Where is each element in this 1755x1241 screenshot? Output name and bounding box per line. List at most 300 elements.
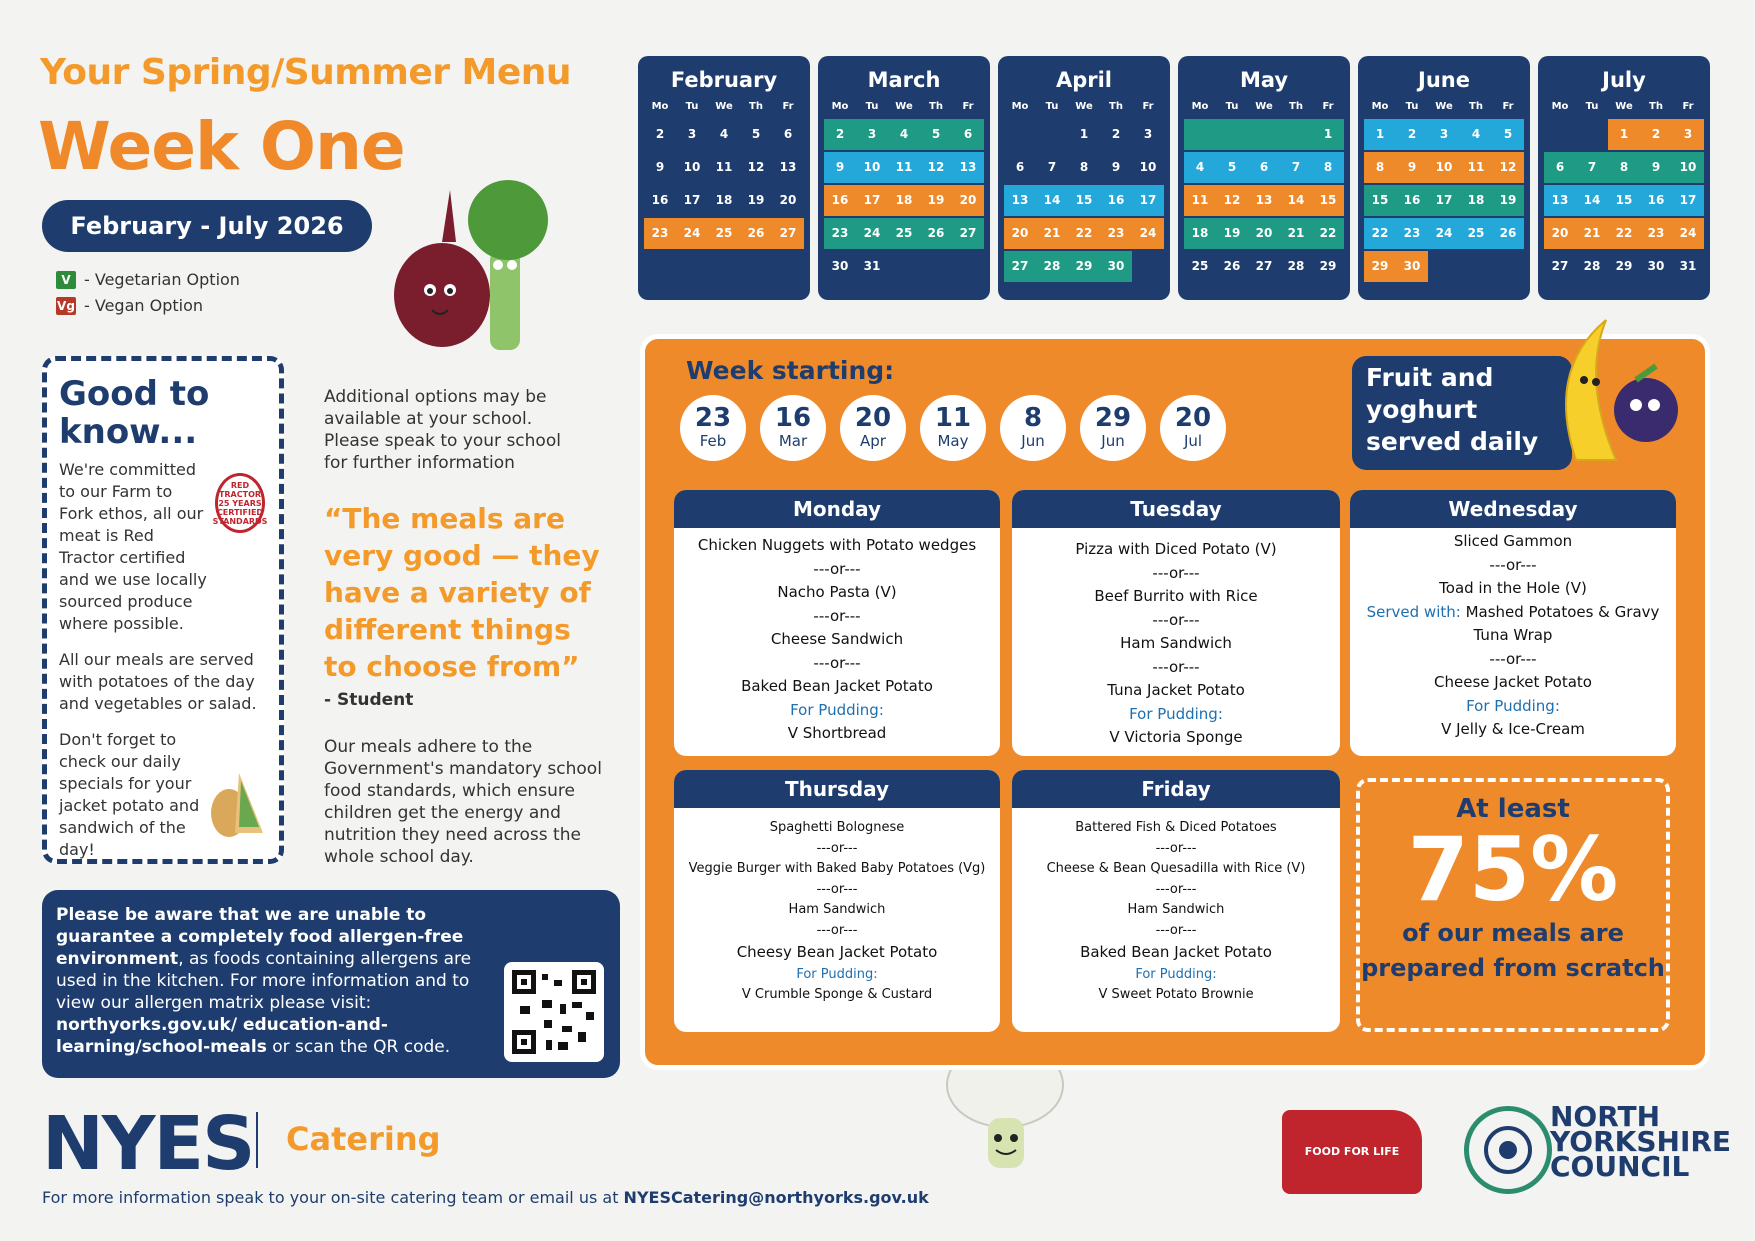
- allergen-text-1: , as foods containing allergens are used in the kitchen.: [56, 949, 472, 991]
- calendar-day: 7: [1576, 152, 1608, 183]
- calendar-day: 2: [655, 127, 665, 141]
- menu-item-text: For Pudding:: [1135, 966, 1217, 982]
- legend-vegan: [56, 296, 203, 315]
- calendar-day: 2: [1640, 119, 1672, 150]
- calendar-day: 26: [920, 218, 952, 249]
- calendar-day: 30: [1647, 259, 1665, 273]
- calendar-day: 3: [1143, 127, 1153, 141]
- calendar-day: 13: [779, 160, 797, 174]
- menu-item-text: Baked Bean Jacket Potato: [741, 677, 933, 695]
- calendar-day: 6: [1015, 160, 1025, 174]
- calendar-day: 16: [1100, 185, 1132, 216]
- menu-item-text: Sliced Gammon: [1453, 532, 1573, 550]
- catering-label: Catering: [286, 1120, 441, 1158]
- weekday-label: Mo: [1371, 101, 1389, 112]
- calendar-day: 9: [824, 152, 856, 183]
- menu-item: [674, 900, 1000, 921]
- calendar-day: 4: [719, 127, 729, 141]
- calendar-day: 11: [715, 160, 733, 174]
- calendar-day: [1460, 251, 1492, 282]
- menu-item-text: Toad in the Hole (V): [1439, 579, 1587, 597]
- weekday-label: Fr: [962, 101, 974, 112]
- calendar-day: 16: [1640, 185, 1672, 216]
- calendar-day: 9: [1396, 152, 1428, 183]
- calendar-day: 8: [1079, 160, 1089, 174]
- menu-item-text: For Pudding:: [796, 966, 878, 982]
- calendar-day: 6: [952, 119, 984, 150]
- calendar-day: [1492, 251, 1524, 282]
- menu-item: [674, 534, 1000, 558]
- calendar-day: 9: [1640, 152, 1672, 183]
- calendar-month-title: May: [1239, 68, 1289, 92]
- menu-item-text: ---or---: [816, 840, 858, 856]
- calendar-day: 10: [856, 152, 888, 183]
- calendar-day: 16: [1396, 185, 1428, 216]
- weekday-label: Fr: [1682, 101, 1694, 112]
- week-start-day: 29: [1094, 403, 1132, 433]
- calendar-day: 9: [1111, 160, 1121, 174]
- calendar-day: 13: [952, 152, 984, 183]
- menu-item-text: Tuna Wrap: [1473, 626, 1553, 644]
- menu-item: [1350, 530, 1676, 554]
- calendar-day: 15: [1312, 185, 1344, 216]
- calendar-day: 10: [1139, 160, 1157, 174]
- calendar-day: 4: [1184, 152, 1216, 183]
- weekday-label: Fr: [782, 101, 794, 112]
- menu-item: [674, 880, 1000, 901]
- calendar-day: 25: [1191, 259, 1209, 273]
- calendar-day: 10: [683, 160, 701, 174]
- menu-item-text: ---or---: [813, 653, 861, 672]
- week-start-month: Mar: [778, 432, 808, 450]
- menu-item-text: ---or---: [1155, 922, 1197, 938]
- calendar-day: 10: [1428, 152, 1460, 183]
- calendar-day: 17: [1132, 185, 1164, 216]
- calendar-day: [1248, 119, 1280, 150]
- week-start-date: [1080, 395, 1146, 461]
- calendar-day: 13: [1004, 185, 1036, 216]
- menu-item: [1012, 609, 1340, 633]
- weekday-label: Th: [1649, 101, 1663, 112]
- calendar-day: 13: [1544, 185, 1576, 216]
- calendar-weekday-row: [1364, 96, 1524, 118]
- calendar-day: 1: [1312, 119, 1344, 150]
- calendar-day: 6: [1544, 152, 1576, 183]
- calendar-day: 25: [1460, 218, 1492, 249]
- calendar-day: 29: [1615, 259, 1633, 273]
- menu-item-text: ---or---: [813, 606, 861, 625]
- menu-item-text: V Crumble Sponge & Custard: [741, 987, 933, 1002]
- calendar-day: 8: [1312, 152, 1344, 183]
- menu-item-text: For Pudding:: [790, 700, 884, 719]
- calendar-day: 21: [1280, 218, 1312, 249]
- calendar-day: [1004, 119, 1036, 150]
- calendar-day: 3: [687, 127, 697, 141]
- contact-email-link[interactable]: NYESCatering@northyorks.gov.uk: [623, 1188, 929, 1207]
- pudding-label: [674, 965, 1000, 986]
- calendar-day: 11: [1460, 152, 1492, 183]
- day-menu: [1350, 528, 1676, 742]
- pudding-label: [1350, 695, 1676, 719]
- calendar-day: 18: [715, 193, 733, 207]
- weekday-label: Tu: [1045, 101, 1059, 112]
- menu-item-text: ---or---: [1489, 649, 1537, 668]
- menu-item-text: Veggie Burger with Baked Baby Potatoes (Vg): [688, 861, 986, 876]
- week-start-day: 11: [934, 403, 972, 433]
- calendar-day: 20: [1248, 218, 1280, 249]
- good-to-know-box: [42, 356, 284, 864]
- calendar-day: 17: [856, 185, 888, 216]
- calendar-month-title: March: [867, 68, 941, 92]
- farm-to-fork-text: We're committed to our Farm to Fork ethos, all our meat is Red Tractor certified and we use locally sourced produce where possible.: [59, 460, 207, 633]
- calendar-day: 4: [888, 119, 920, 150]
- thursday-card: [674, 770, 1000, 1032]
- calendar-day: 31: [1679, 259, 1697, 273]
- menu-item: [1012, 818, 1340, 839]
- menu-item: [1012, 941, 1340, 965]
- vegan-icon: Vg: [57, 298, 75, 313]
- served-with-label: Served with:: [1366, 602, 1466, 621]
- weekday-label: Mo: [651, 101, 669, 112]
- calendar-month: [1538, 56, 1710, 300]
- calendar-day: 12: [1492, 152, 1524, 183]
- weekday-label: Tu: [865, 101, 879, 112]
- calendar-day: 4: [1460, 119, 1492, 150]
- menu-item-text: ---or---: [813, 559, 861, 578]
- menu-item-text: Baked Bean Jacket Potato: [1080, 943, 1272, 961]
- calendar-day: [1132, 251, 1164, 282]
- menu-item: [1012, 656, 1340, 680]
- menu-item: [674, 941, 1000, 965]
- calendar-day: 30: [1100, 251, 1132, 282]
- stat-prefix: At least: [1456, 794, 1570, 824]
- weekday-label: Tu: [1225, 101, 1239, 112]
- menu-item-text: For Pudding:: [1466, 696, 1560, 715]
- calendar-month-title: February: [670, 68, 778, 92]
- calendar-day: [1428, 251, 1460, 282]
- menu-item-text: ---or---: [816, 881, 858, 897]
- calendar-day: [1216, 119, 1248, 150]
- weekday-label: Th: [749, 101, 763, 112]
- day-header: Friday: [1012, 770, 1340, 808]
- week-start-date: [840, 395, 906, 461]
- calendar-day: 26: [1492, 218, 1524, 249]
- calendar-day: 30: [1396, 251, 1428, 282]
- calendar-day: 3: [1428, 119, 1460, 150]
- weekday-label: We: [1615, 101, 1633, 112]
- day-header: Tuesday: [1012, 490, 1340, 528]
- menu-item-text: V Jelly & Ice-Cream: [1441, 720, 1585, 738]
- calendar-day: 6: [1248, 152, 1280, 183]
- page-title: Week One: [38, 108, 405, 185]
- week-start-date: [920, 395, 986, 461]
- menu-item: [674, 839, 1000, 860]
- menu-item: [674, 581, 1000, 605]
- calendar-day: 15: [1068, 185, 1100, 216]
- calendar-day: 22: [1312, 218, 1344, 249]
- menu-item-text: Cheesy Bean Jacket Potato: [736, 943, 938, 961]
- menu-item-text: For Pudding:: [1129, 704, 1223, 723]
- menu-item: [674, 558, 1000, 582]
- calendar-day: 1: [1079, 127, 1089, 141]
- fruit-yoghurt-banner: Fruit and yoghurt served daily: [1352, 356, 1572, 470]
- calendar-day: 29: [1319, 259, 1337, 273]
- calendar-day: [888, 251, 920, 282]
- week-starting-label: Week starting:: [686, 356, 895, 385]
- calendar-day: 28: [1287, 259, 1305, 273]
- calendar-month-title: April: [1055, 68, 1113, 92]
- calendar-day: [920, 251, 952, 282]
- calendar-day: 8: [1608, 152, 1640, 183]
- tuesday-card: [1012, 490, 1340, 756]
- menu-item-text: Pizza with Diced Potato (V): [1075, 540, 1277, 558]
- menu-item: [1350, 718, 1676, 742]
- menu-item: [1012, 859, 1340, 880]
- calendar-day: 17: [1428, 185, 1460, 216]
- menu-item-text: Ham Sandwich: [788, 902, 886, 917]
- week-start-date: [1000, 395, 1066, 461]
- week-start-month: Feb: [699, 432, 727, 450]
- menu-item-text: ---or---: [1152, 563, 1200, 582]
- calendar-day: 5: [1216, 152, 1248, 183]
- pudding-label: [1012, 703, 1340, 727]
- week-start-month: Jun: [1021, 432, 1045, 450]
- red-tractor-logo: RED TRACTOR 25 YEARS CERTIFIED STANDARDS: [215, 473, 265, 533]
- week-start-date: [1160, 395, 1226, 461]
- menu-item: [1012, 538, 1340, 562]
- calendar-day: 26: [1223, 259, 1241, 273]
- calendar-weekday-row: [1544, 96, 1704, 118]
- calendar-day: 18: [1460, 185, 1492, 216]
- calendar-day: 19: [1216, 218, 1248, 249]
- calendar-day: 16: [824, 185, 856, 216]
- calendar-day: 18: [1184, 218, 1216, 249]
- contact-text: For more information speak to your on-site catering team or email us at: [42, 1188, 624, 1207]
- week-start-day: 8: [1023, 403, 1043, 433]
- calendar-day: 20: [952, 185, 984, 216]
- calendar-month: [638, 56, 810, 300]
- calendar-day: 27: [952, 218, 984, 249]
- calendar-day: 12: [747, 160, 765, 174]
- menu-item-text: V Sweet Potato Brownie: [1098, 987, 1254, 1002]
- calendar-day: 21: [1036, 218, 1068, 249]
- weekday-label: We: [1255, 101, 1273, 112]
- monday-card: [674, 490, 1000, 756]
- calendar-day: 14: [1036, 185, 1068, 216]
- menu-item: [1350, 577, 1676, 601]
- menu-item-text: V Victoria Sponge: [1109, 728, 1243, 746]
- menu-item: [674, 628, 1000, 652]
- menu-item-text: Ham Sandwich: [1120, 634, 1232, 652]
- menu-item-text: ---or---: [816, 922, 858, 938]
- week-start-date: [760, 395, 826, 461]
- legend-vegetarian: [56, 270, 240, 289]
- calendar-day: 5: [920, 119, 952, 150]
- council-logo-text: NORTH YORKSHIRE COUNCIL: [1550, 1100, 1732, 1183]
- menu-item-text: Chicken Nuggets with Potato wedges: [697, 536, 977, 554]
- calendar-day: 1: [1364, 119, 1396, 150]
- weekday-label: Mo: [1191, 101, 1209, 112]
- calendar-day: 24: [1428, 218, 1460, 249]
- calendar-day: 2: [1396, 119, 1428, 150]
- calendar-day: 17: [683, 193, 701, 207]
- weekday-label: Fr: [1322, 101, 1334, 112]
- calendar-day: 3: [1672, 119, 1704, 150]
- menu-item-text: ---or---: [1152, 657, 1200, 676]
- allergen-warning: Please be aware that we are unable to guarantee a completely food allergen-free environment: [56, 905, 464, 969]
- specials-text: Don't forget to check our daily specials for your jacket potato and sandwich of the day!: [59, 730, 200, 859]
- calendar-day: 19: [747, 193, 765, 207]
- menu-item: [1350, 601, 1676, 625]
- calendar-day: 11: [888, 152, 920, 183]
- menu-item: [674, 818, 1000, 839]
- calendar-day: 30: [831, 259, 849, 273]
- scratch-cooking-stat: [1356, 778, 1670, 1032]
- calendar-day: 29: [1364, 251, 1396, 282]
- weekday-label: We: [1075, 101, 1093, 112]
- weekday-label: Th: [1289, 101, 1303, 112]
- menu-item-text: Nacho Pasta (V): [777, 583, 897, 601]
- calendar-day: 26: [740, 218, 772, 249]
- calendar-day: 24: [1672, 218, 1704, 249]
- weekday-label: Fr: [1142, 101, 1154, 112]
- weekday-label: Mo: [1551, 101, 1569, 112]
- menu-item-text: Beef Burrito with Rice: [1094, 587, 1258, 605]
- stat-caption: of our meals are prepared from scratch: [1361, 919, 1665, 982]
- calendar-day: 13: [1248, 185, 1280, 216]
- calendar-day: 24: [856, 218, 888, 249]
- weekday-label: Mo: [831, 101, 849, 112]
- date-range-badge: February - July 2026: [42, 200, 372, 252]
- menu-item-text: Mashed Potatoes & Gravy: [1465, 602, 1660, 621]
- menu-subtitle: Your Spring/Summer Menu: [40, 52, 572, 93]
- menu-item-text: V Shortbread: [787, 724, 887, 742]
- menu-item-text: Spaghetti Bolognese: [769, 820, 905, 835]
- week-start-month: May: [937, 432, 969, 450]
- weekday-label: Tu: [685, 101, 699, 112]
- beetroot-celery-illustration: [370, 180, 570, 360]
- menu-item: [674, 605, 1000, 629]
- menu-item-text: ---or---: [1152, 610, 1200, 629]
- banana-blackberry-illustration: [1536, 310, 1706, 480]
- calendar-day: 25: [708, 218, 740, 249]
- calendar-day: 2: [824, 119, 856, 150]
- calendar-day: 27: [772, 218, 804, 249]
- quote-attribution: - Student: [324, 690, 414, 710]
- calendar-day: 5: [751, 127, 761, 141]
- stat-value: 75%: [1407, 818, 1619, 921]
- calendar-day: 14: [1576, 185, 1608, 216]
- menu-item: [674, 859, 1000, 880]
- legend-label: - Vegan Option: [84, 296, 203, 315]
- calendar-day: 2: [1111, 127, 1121, 141]
- weekday-label: Mo: [1011, 101, 1029, 112]
- calendar-day: [1036, 119, 1068, 150]
- weekday-label: We: [1435, 101, 1453, 112]
- menu-item: [674, 985, 1000, 1006]
- calendar-day: 22: [1364, 218, 1396, 249]
- menu-item: [1012, 880, 1340, 901]
- weekday-label: We: [895, 101, 913, 112]
- calendar-day: 12: [1216, 185, 1248, 216]
- allergen-text: [56, 904, 496, 1058]
- calendar-month: [818, 56, 990, 300]
- legend-label: - Vegetarian Option: [84, 270, 240, 289]
- calendar-day: 19: [920, 185, 952, 216]
- sandwich-potato-icon: [205, 763, 265, 843]
- menu-item-text: Battered Fish & Diced Potatoes: [1075, 820, 1277, 835]
- menu-item: [674, 921, 1000, 942]
- allergen-notice: [42, 890, 620, 1078]
- calendar-day: 12: [920, 152, 952, 183]
- day-header: Wednesday: [1350, 490, 1676, 528]
- allergen-link[interactable]: northyorks.gov.uk/ education-and-learning/school-meals: [56, 1015, 388, 1057]
- week-start-day: 20: [854, 403, 892, 433]
- menu-item: [1350, 671, 1676, 695]
- calendar-weekday-row: [1004, 96, 1164, 118]
- weekday-label: Tu: [1405, 101, 1419, 112]
- calendar-day: 9: [655, 160, 665, 174]
- calendar-day: 25: [888, 218, 920, 249]
- calendar-day: [1544, 119, 1576, 150]
- calendar-day: 11: [1184, 185, 1216, 216]
- weekday-label: Th: [1469, 101, 1483, 112]
- menu-item: [1350, 648, 1676, 672]
- menu-item-text: Cheese Sandwich: [770, 630, 904, 648]
- menu-item: [674, 652, 1000, 676]
- calendar-weekday-row: [824, 96, 984, 118]
- calendar-month: [1178, 56, 1350, 300]
- calendar-day: 24: [676, 218, 708, 249]
- council-rose-icon: [1464, 1106, 1552, 1194]
- calendar-weekday-row: [1184, 96, 1344, 118]
- week-start-day: 23: [694, 403, 732, 433]
- friday-card: [1012, 770, 1340, 1032]
- weekday-label: Th: [929, 101, 943, 112]
- calendar-day: 23: [824, 218, 856, 249]
- menu-item-text: Cheese & Bean Quesadilla with Rice (V): [1046, 861, 1306, 876]
- calendar-day: 18: [888, 185, 920, 216]
- menu-item: [1350, 624, 1676, 648]
- calendar-day: 27: [1255, 259, 1273, 273]
- day-header: Monday: [674, 490, 1000, 528]
- menu-item: [1012, 726, 1340, 750]
- calendar-day: [952, 251, 984, 282]
- calendar-day: 6: [783, 127, 793, 141]
- calendar-day: 15: [1608, 185, 1640, 216]
- weekday-label: Fr: [1502, 101, 1514, 112]
- qr-code-icon[interactable]: [504, 962, 604, 1062]
- potatoes-text: All our meals are served with potatoes of the day and vegetables or salad.: [59, 650, 257, 713]
- calendar-day: 21: [1576, 218, 1608, 249]
- menu-item-text: ---or---: [1155, 840, 1197, 856]
- pudding-label: [674, 699, 1000, 723]
- calendar-day: [1280, 119, 1312, 150]
- menu-item: [1012, 679, 1340, 703]
- calendar-day: 23: [644, 218, 676, 249]
- calendar-day: 1: [1608, 119, 1640, 150]
- week-start-day: 20: [1174, 403, 1212, 433]
- calendar-day: 17: [1672, 185, 1704, 216]
- allergen-text-3: or scan the QR code.: [266, 1037, 451, 1057]
- calendar-day: 27: [1551, 259, 1569, 273]
- calendar-day: 24: [1132, 218, 1164, 249]
- menu-item: [1350, 554, 1676, 578]
- calendar-day: [1576, 119, 1608, 150]
- calendar-day: 20: [1544, 218, 1576, 249]
- calendar-day: 8: [1364, 152, 1396, 183]
- calendar-day: 29: [1068, 251, 1100, 282]
